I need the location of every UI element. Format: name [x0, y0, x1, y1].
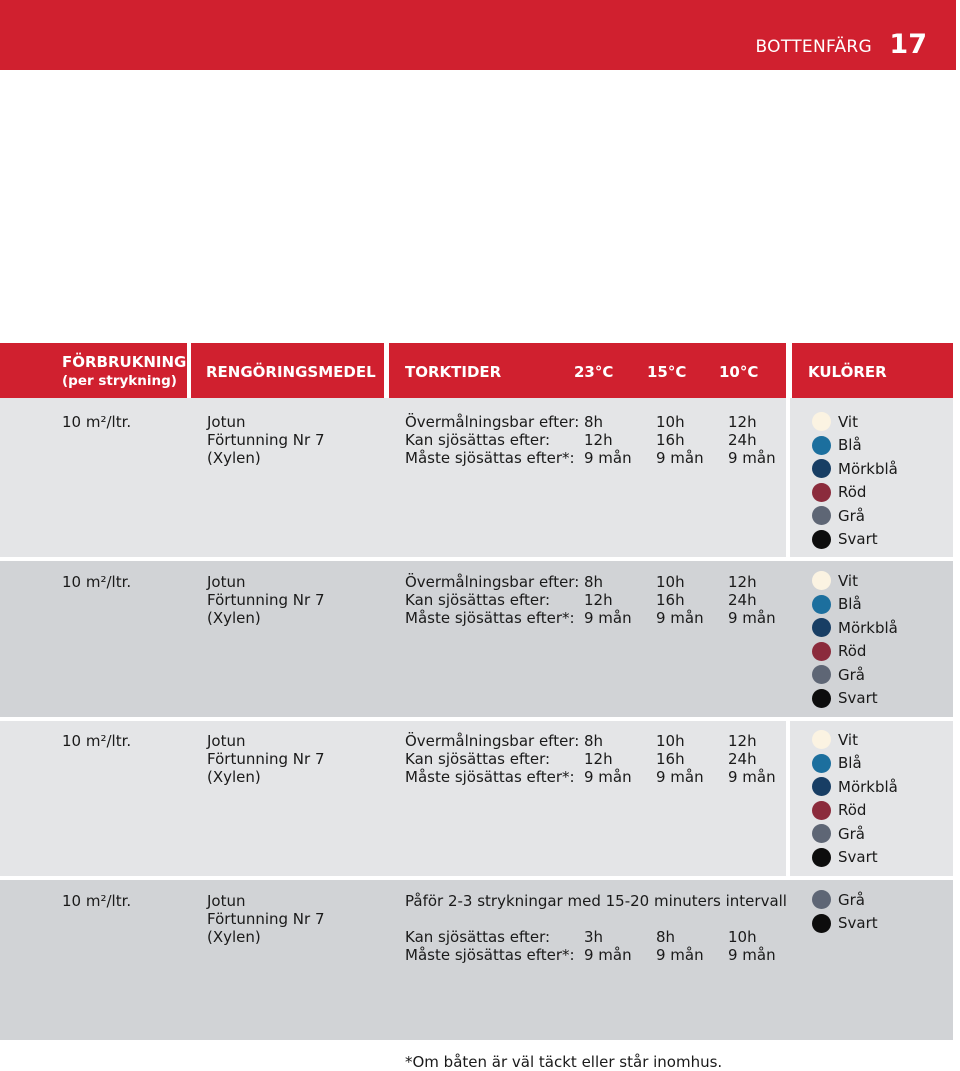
colour-item	[812, 663, 898, 687]
row-3-drying-labels	[405, 732, 579, 786]
row-3-consumption: 10 m²/ltr.	[62, 732, 132, 750]
colour-item	[812, 593, 898, 617]
header-cleaning	[191, 343, 384, 398]
header-temp-23: 23°C	[574, 363, 614, 381]
colour-name: Mörkblå	[838, 618, 898, 637]
row-3-drying-15	[656, 732, 704, 786]
row-4-colours	[812, 888, 878, 935]
swatch-bla	[812, 754, 831, 773]
drying-value-10: 9 mån	[728, 768, 776, 786]
cleaning-line: (Xylen)	[207, 768, 261, 786]
row-4-note: Påför 2-3 strykningar med 15-20 minuters intervall	[405, 892, 787, 910]
swatch-bla	[812, 595, 831, 614]
colour-item	[812, 410, 898, 434]
header-consumption-sub: (per strykning)	[62, 373, 177, 389]
cleaning-line: Jotun	[207, 892, 246, 910]
swatch-vit	[812, 412, 831, 431]
colour-name: Blå	[838, 595, 862, 614]
drying-value-23: 12h	[584, 431, 613, 449]
cleaning-line: Jotun	[207, 732, 246, 750]
drying-value-10: 12h	[728, 413, 757, 431]
swatch-rod	[812, 801, 831, 820]
drying-label: Kan sjösättas efter:	[405, 928, 551, 946]
colour-item	[812, 481, 898, 505]
row-3-colours	[812, 728, 898, 869]
row-1-cleaning	[207, 413, 325, 467]
colour-name: Mörkblå	[838, 777, 898, 796]
row-2-colours	[812, 569, 898, 710]
row-4-drying-labels	[405, 928, 575, 964]
drying-value-23: 8h	[584, 573, 604, 591]
row-4-cleaning	[207, 892, 325, 946]
drying-label: Övermålningsbar efter:	[405, 732, 580, 750]
colour-item	[812, 799, 898, 823]
colour-name: Vit	[838, 730, 858, 749]
cleaning-line: Förtunning Nr 7	[207, 750, 325, 768]
colour-item	[812, 457, 898, 481]
colour-item	[812, 728, 898, 752]
colour-name: Grå	[838, 890, 865, 909]
colour-item	[812, 846, 898, 870]
swatch-svart	[812, 848, 831, 867]
row-3-cleaning	[207, 732, 325, 786]
colour-name: Blå	[838, 754, 862, 773]
colour-name: Grå	[838, 665, 865, 684]
swatch-gra	[812, 665, 831, 684]
colour-name: Svart	[838, 914, 878, 933]
swatch-gra	[812, 824, 831, 843]
colour-name: Vit	[838, 571, 858, 590]
colour-item	[812, 888, 878, 912]
drying-value-15: 9 mån	[656, 609, 704, 627]
swatch-morkbla	[812, 618, 831, 637]
colour-item	[812, 822, 898, 846]
row-2-consumption: 10 m²/ltr.	[62, 573, 132, 591]
row-1-drying-labels	[405, 413, 579, 467]
drying-value-10: 24h	[728, 750, 757, 768]
row-1-consumption: 10 m²/ltr.	[62, 413, 132, 431]
drying-value-15: 9 mån	[656, 768, 704, 786]
drying-value-23: 12h	[584, 750, 613, 768]
swatch-morkbla	[812, 777, 831, 796]
drying-value-10: 9 mån	[728, 609, 776, 627]
drying-value-15: 16h	[656, 431, 685, 449]
colour-item	[812, 569, 898, 593]
swatch-morkbla	[812, 459, 831, 478]
row-1-drying-10	[728, 413, 776, 467]
drying-value-10: 10h	[728, 928, 757, 946]
colour-item	[812, 640, 898, 664]
row-3-drying-23	[584, 732, 632, 786]
drying-label: Måste sjösättas efter*:	[405, 609, 575, 627]
drying-value-10: 12h	[728, 573, 757, 591]
colour-name: Svart	[838, 530, 878, 549]
swatch-svart	[812, 689, 831, 708]
colour-name: Röd	[838, 483, 867, 502]
colour-item	[812, 528, 898, 552]
drying-value-23: 9 mån	[584, 449, 632, 467]
swatch-rod	[812, 642, 831, 661]
page-header-bar	[0, 0, 956, 70]
header-drying	[389, 343, 786, 398]
drying-value-23: 9 mån	[584, 946, 632, 964]
section-title: BOTTENFÄRG	[755, 37, 872, 57]
drying-label: Övermålningsbar efter:	[405, 573, 580, 591]
drying-value-15: 9 mån	[656, 449, 704, 467]
swatch-bla	[812, 436, 831, 455]
colour-name: Svart	[838, 689, 878, 708]
swatch-vit	[812, 571, 831, 590]
drying-value-10: 12h	[728, 732, 757, 750]
drying-label: Måste sjösättas efter*:	[405, 449, 575, 467]
footnote: *Om båten är väl täckt eller står inomhus.	[405, 1053, 723, 1071]
drying-value-15: 9 mån	[656, 946, 704, 964]
row-1-colours	[812, 410, 898, 551]
colour-name: Svart	[838, 848, 878, 867]
row-2-cleaning	[207, 573, 325, 627]
row-4-drying-23	[584, 928, 632, 964]
drying-value-15: 16h	[656, 591, 685, 609]
header-consumption	[0, 343, 187, 398]
swatch-gra	[812, 890, 831, 909]
cleaning-line: (Xylen)	[207, 609, 261, 627]
drying-value-10: 24h	[728, 431, 757, 449]
swatch-gra	[812, 506, 831, 525]
drying-value-23: 3h	[584, 928, 604, 946]
drying-value-10: 9 mån	[728, 449, 776, 467]
colour-item	[812, 775, 898, 799]
drying-label: Måste sjösättas efter*:	[405, 946, 575, 964]
swatch-rod	[812, 483, 831, 502]
drying-label: Måste sjösättas efter*:	[405, 768, 575, 786]
drying-value-23: 9 mån	[584, 609, 632, 627]
colour-name: Röd	[838, 642, 867, 661]
header-cleaning-label: RENGÖRINGSMEDEL	[206, 363, 376, 381]
colour-item	[812, 752, 898, 776]
cleaning-line: Förtunning Nr 7	[207, 910, 325, 928]
drying-value-15: 10h	[656, 413, 685, 431]
row-4-consumption: 10 m²/ltr.	[62, 892, 132, 910]
colour-name: Vit	[838, 412, 858, 431]
colour-name: Mörkblå	[838, 459, 898, 478]
cleaning-line: Förtunning Nr 7	[207, 431, 325, 449]
drying-value-23: 9 mån	[584, 768, 632, 786]
cleaning-line: (Xylen)	[207, 449, 261, 467]
header-temp-10: 10°C	[719, 363, 759, 381]
row-1-drying-23	[584, 413, 632, 467]
colour-name: Blå	[838, 436, 862, 455]
drying-label: Kan sjösättas efter:	[405, 750, 551, 768]
colour-name: Grå	[838, 824, 865, 843]
drying-value-10: 9 mån	[728, 946, 776, 964]
colour-item	[812, 434, 898, 458]
swatch-svart	[812, 914, 831, 933]
drying-value-15: 10h	[656, 573, 685, 591]
cleaning-line: Jotun	[207, 413, 246, 431]
drying-value-23: 12h	[584, 591, 613, 609]
colour-item	[812, 912, 878, 936]
colour-name: Grå	[838, 506, 865, 525]
header-consumption-label: FÖRBRUKNING	[62, 353, 187, 371]
header-colours	[792, 343, 953, 398]
colour-name: Röd	[838, 801, 867, 820]
swatch-svart	[812, 530, 831, 549]
row-1-drying-15	[656, 413, 704, 467]
page-number: 17	[889, 29, 927, 60]
header-drying-label: TORKTIDER	[405, 363, 502, 381]
row-4-drying-10	[728, 928, 776, 964]
drying-value-15: 16h	[656, 750, 685, 768]
colour-item	[812, 504, 898, 528]
colour-item	[812, 687, 898, 711]
header-temp-15: 15°C	[647, 363, 687, 381]
drying-label: Övermålningsbar efter:	[405, 413, 580, 431]
drying-value-15: 8h	[656, 928, 676, 946]
drying-value-10: 24h	[728, 591, 757, 609]
row-2-drying-15	[656, 573, 704, 627]
cleaning-line: Förtunning Nr 7	[207, 591, 325, 609]
colour-item	[812, 616, 898, 640]
drying-value-23: 8h	[584, 413, 604, 431]
cleaning-line: Jotun	[207, 573, 246, 591]
drying-value-23: 8h	[584, 732, 604, 750]
row-2-drying-labels	[405, 573, 579, 627]
header-colours-label: KULÖRER	[808, 363, 887, 381]
row-2-drying-10	[728, 573, 776, 627]
drying-value-15: 10h	[656, 732, 685, 750]
row-4-drying-15	[656, 928, 704, 964]
row-2-drying-23	[584, 573, 632, 627]
drying-label: Kan sjösättas efter:	[405, 591, 551, 609]
drying-label: Kan sjösättas efter:	[405, 431, 551, 449]
cleaning-line: (Xylen)	[207, 928, 261, 946]
row-3-drying-10	[728, 732, 776, 786]
swatch-vit	[812, 730, 831, 749]
